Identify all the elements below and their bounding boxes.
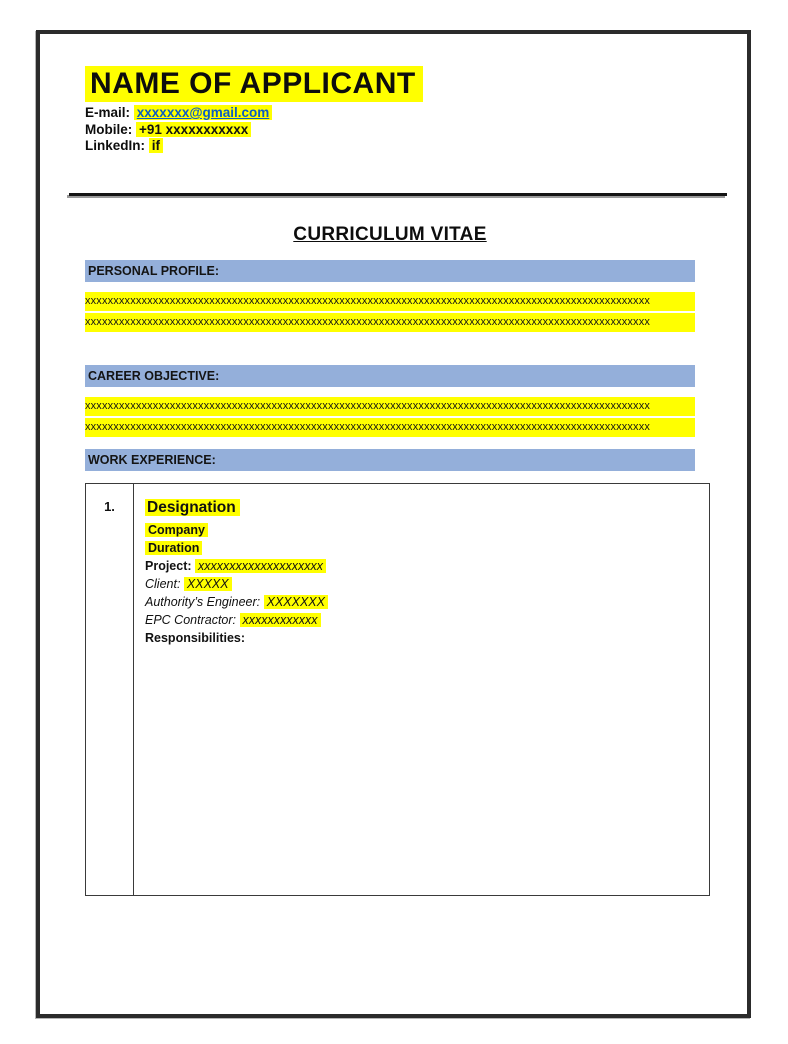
placeholder-line: xxxxxxxxxxxxxxxxxxxxxxxxxxxxxxxxxxxxxxxxxxxxxxxxxxxxxxxxxxxxxxxxxxxxxxxxxxxxxxxxxxxxxxxxxxxxxxxxxxxx bbox=[85, 292, 695, 311]
section-bar-personal-profile: PERSONAL PROFILE: bbox=[85, 260, 695, 282]
page-frame bbox=[36, 30, 751, 1018]
project-label: Project: bbox=[145, 558, 192, 573]
placeholder-line: xxxxxxxxxxxxxxxxxxxxxxxxxxxxxxxxxxxxxxxxxxxxxxxxxxxxxxxxxxxxxxxxxxxxxxxxxxxxxxxxxxxxxxxxxxxxxxxxxxxx bbox=[85, 397, 695, 416]
page-content bbox=[40, 34, 747, 1014]
project-line bbox=[145, 557, 699, 575]
linkedin-label: LinkedIn: bbox=[85, 138, 145, 153]
project-value: xxxxxxxxxxxxxxxxxxxx bbox=[195, 559, 326, 573]
client-value: XXXXX bbox=[184, 577, 232, 591]
placeholder-line: xxxxxxxxxxxxxxxxxxxxxxxxxxxxxxxxxxxxxxxxxxxxxxxxxxxxxxxxxxxxxxxxxxxxxxxxxxxxxxxxxxxxxxxxxxxxxxxxxxxx bbox=[85, 313, 695, 332]
authority-engineer-value: XXXXXXX bbox=[264, 595, 328, 609]
section-bar-career-objective: CAREER OBJECTIVE: bbox=[85, 365, 695, 387]
placeholder-line: xxxxxxxxxxxxxxxxxxxxxxxxxxxxxxxxxxxxxxxxxxxxxxxxxxxxxxxxxxxxxxxxxxxxxxxxxxxxxxxxxxxxxxxxxxxxxxxxxxxx bbox=[85, 418, 695, 437]
duration-value: Duration bbox=[145, 541, 202, 555]
mobile-row bbox=[85, 122, 695, 139]
experience-row-details bbox=[134, 483, 710, 895]
experience-row-number: 1. bbox=[86, 483, 134, 895]
email-row bbox=[85, 105, 695, 122]
client-label: Client: bbox=[145, 576, 181, 591]
linkedin-row bbox=[85, 138, 695, 155]
epc-contractor-value: xxxxxxxxxxxx bbox=[240, 613, 321, 627]
designation-line bbox=[145, 496, 699, 519]
personal-profile-placeholder bbox=[85, 292, 695, 332]
company-line bbox=[145, 521, 699, 539]
client-line bbox=[145, 575, 699, 593]
career-objective-placeholder bbox=[85, 397, 695, 437]
section-bar-work-experience: WORK EXPERIENCE: bbox=[85, 449, 695, 471]
authority-engineer-label: Authority’s Engineer: bbox=[145, 594, 261, 609]
designation-value: Designation bbox=[145, 499, 240, 516]
experience-row bbox=[86, 483, 710, 895]
linkedin-value: if bbox=[149, 138, 163, 153]
responsibilities-line bbox=[145, 629, 699, 647]
document-title: CURRICULUM VITAE bbox=[293, 223, 487, 245]
responsibilities-label: Responsibilities: bbox=[145, 630, 246, 645]
applicant-name: NAME OF APPLICANT bbox=[85, 66, 423, 102]
header-divider bbox=[69, 193, 727, 196]
epc-contractor-label: EPC Contractor: bbox=[145, 612, 237, 627]
experience-table bbox=[85, 483, 710, 896]
company-value: Company bbox=[145, 523, 208, 537]
authority-engineer-line bbox=[145, 593, 699, 611]
mobile-label: Mobile: bbox=[85, 121, 133, 137]
mobile-value: +91 xxxxxxxxxxx bbox=[136, 122, 251, 137]
epc-contractor-line bbox=[145, 611, 699, 629]
contact-block bbox=[85, 105, 695, 155]
email-label: E-mail: bbox=[85, 105, 131, 120]
email-link[interactable]: xxxxxxx@gmail.com bbox=[136, 105, 270, 120]
duration-line bbox=[145, 539, 699, 557]
